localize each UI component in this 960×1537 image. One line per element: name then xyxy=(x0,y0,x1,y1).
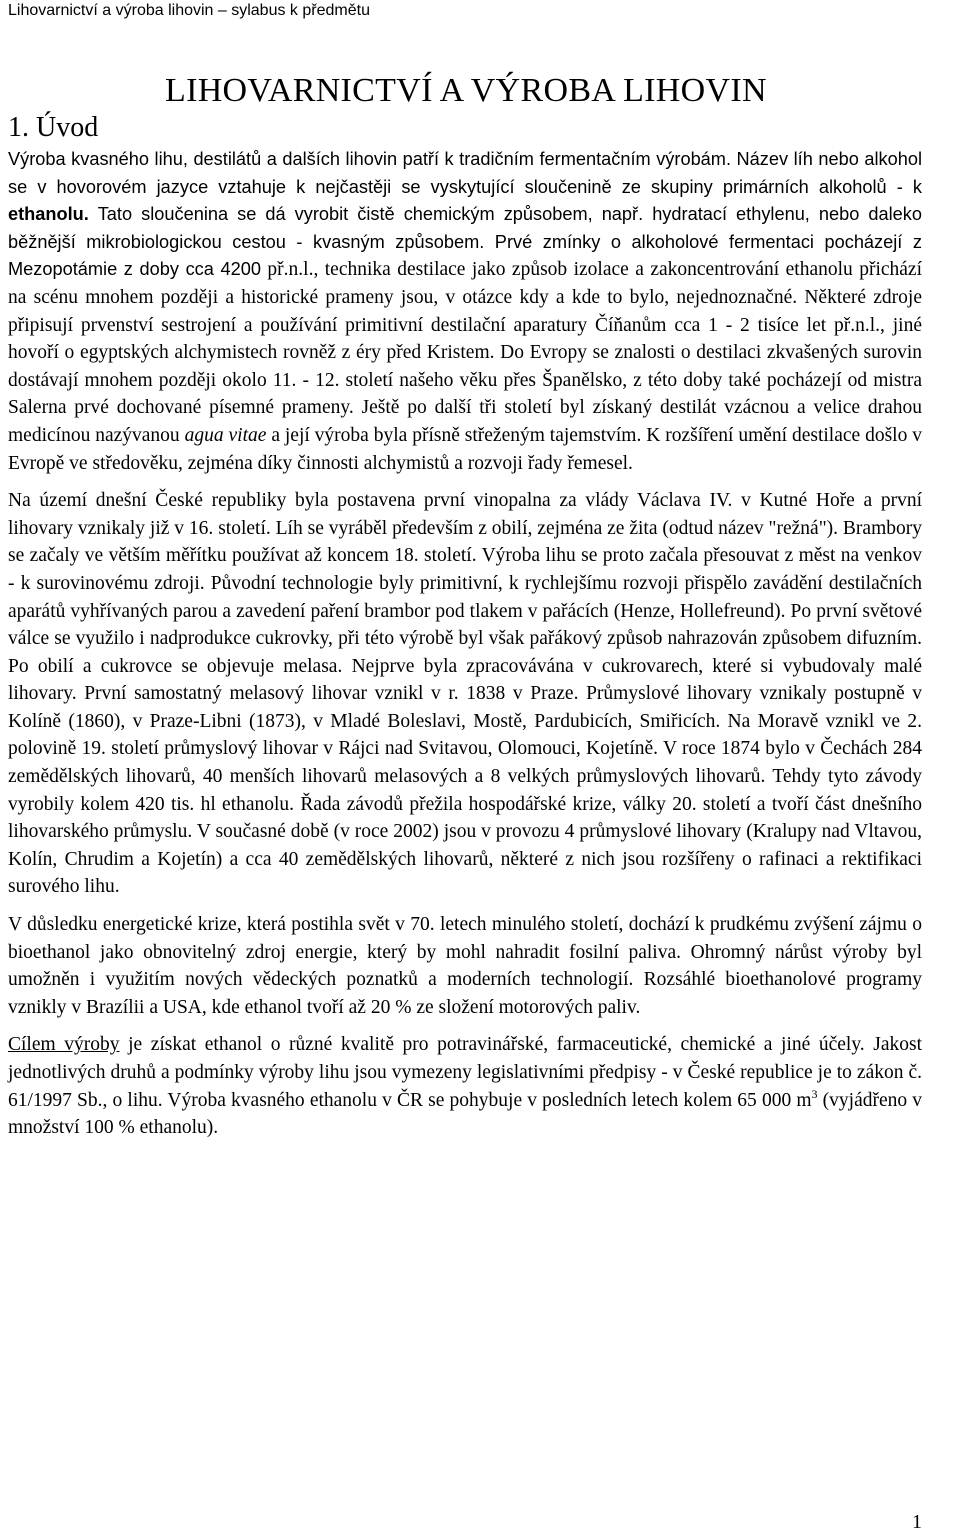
document-body xyxy=(8,146,922,1152)
paragraph-production-goal xyxy=(8,1031,922,1141)
paragraph-history-czech: Na území dnešní České republiky byla postavena první vinopalna za vlády Václava IV. v Kutné Hoře a první lihovary vznikaly již v 16. století. Líh se vyráběl především z obilí, zejména ze žita (odtud název "režná"). Brambory se začaly ve větším měřítku používat až koncem 18. století. Výroba lihu se proto začala přesouvat z měst na venkov - k surovinovému zdroji. Původní technologie byly primitivní, k rychlejšímu rozvoji přispělo zavádění destilačních aparátů vyhřívaných parou a zavedení paření brambor pod tlakem v pařácích (Henze, Hollefreund). Po první světové válce se využilo i nadprodukce cukrovky, při této výrobě byl však pařákový způsob nahrazován způsobem difuzním. Po obilí a cukrovce se objevuje melasa. Nejprve byla zpracovávána v cukrovarech, které si vybudovaly malé lihovary. První samostatný melasový lihovar vznikl v r. 1838 v Praze. Průmyslové lihovary vznikaly postupně v Kolíně (1860), v Praze-Libni (1873), v Mladé Boleslavi, Mostě, Pardubicích, Smiřicích. Na Moravě vznikl ve 2. polovině 19. století průmyslový lihovar v Rájci nad Svitavou, Olomouci, Kojetíně. V roce 1874 bylo v Čechách 284 zemědělských lihovarů, 40 menších lihovarů melasových a 8 velkých průmyslových lihovarů. Tehdy tyto závody vyrobily kolem 420 tis. hl ethanolu. Řada závodů přežila hospodářské krize, války 20. století a tvoří část dnešního lihovarského průmyslu. V současné době (v roce 2002) jsou v provozu 4 průmyslové lihovary (Kralupy nad Vltavou, Kolín, Chrudim a Kojetín) a cca 40 zemědělských lihovarů, některé z nich jsou rozšířeny o rafinaci a rektifikaci surového lihu. xyxy=(8,490,922,898)
paragraph-energy-crisis: V důsledku energetické krize, která postihla svět v 70. letech minulého století, dochází k prudkému zvýšení zájmu o bioethanol jako obnovitelný zdroj energie, který by mohl nahradit fosilní paliva. Ohromný nárůst výroby byl umožněn i využitím nových vědeckých poznatků a moderních technologií. Rozsáhlé bioethanolové programy vznikly v Brazílii a USA, kde ethanol tvoří až 20 % ze složení motorových paliv. xyxy=(8,914,922,1018)
intro-text-2: Tato sloučenina se dá vyrobit čistě chemickým způsobem, např. hydratací ethylenu, nebo daleko běžnější mikrobiologickou cestou - kvasným způsobem. Prvé zmínky o alkoholové fermentaci pocházejí z Mezopotámie z doby cca 4200 xyxy=(8,204,922,280)
intro-text-4: a její výroba byla přísně střeženým tajemstvím. K rozšíření umění destilace došlo v Evropě ve středověku, zejména díky činnosti alchymistů a rozvoji řady řemesel. xyxy=(8,424,923,474)
intro-text-1: Výroba kvasného lihu, destilátů a dalších lihovin patří k tradičním fermentačním výrobám. Název líh nebo alkohol se v hovorovém jazyce vztahuje k nejčastěji se vyskytující sloučenině ze skupiny primárních alkoholů - k xyxy=(8,149,922,197)
ethanol-term: ethanolu. xyxy=(8,204,89,225)
goal-text-2: (vyjádřeno v množství 100 % ethanolu). xyxy=(8,1089,923,1139)
page-number: 1 xyxy=(912,1511,922,1533)
goal-term: Cílem výroby xyxy=(8,1034,120,1056)
paragraph-intro xyxy=(8,146,922,477)
intro-text-3: př.n.l., technika destilace jako způsob izolace a zakoncentrování ethanolu přichází na scénu mnohem později a historické prameny jsou, v otázce kdy a kde to bylo, nejednoznačné. Některé zdroje připisují prvenství sestrojení a používání primitivní destilační aparatury Číňanům cca 1 - 2 tisíce let př.n.l., jiné hovoří o egyptských alchymistech rovněž z éry před Kristem. Do Evropy se znalosti o destilaci zkvašených surovin dostávají mnohem později okolo 11. - 12. století našeho věku přes Španělsko, z této doby také pocházejí od mistra Salerna prvé dochované písemné prameny. Ještě po další tři století byl získaný destilát vzácnou a velice drahou medicínou nazývanou xyxy=(8,259,923,446)
running-header: Lihovarnictví a výroba lihovin – sylabus k předmětu xyxy=(8,2,370,19)
document-title: LIHOVARNICTVÍ A VÝROBA LIHOVIN xyxy=(165,72,767,109)
section-heading: 1. Úvod xyxy=(8,112,99,143)
agua-vitae-term: agua vitae xyxy=(184,424,267,446)
cubic-exponent: 3 xyxy=(811,1086,818,1101)
goal-text-1: je získat ethanol o různé kvalitě pro potravinářské, farmaceutické, chemické a jiné účely. Jakost jednotlivých druhů a podmínky výroby lihu jsou vymezeny legislativními předpisy - v České republice je to zákon č. 61/1997 Sb., o lihu. Výroba kvasného ethanolu v ČR se pohybuje v posledních letech kolem 65 000 m xyxy=(8,1034,922,1111)
